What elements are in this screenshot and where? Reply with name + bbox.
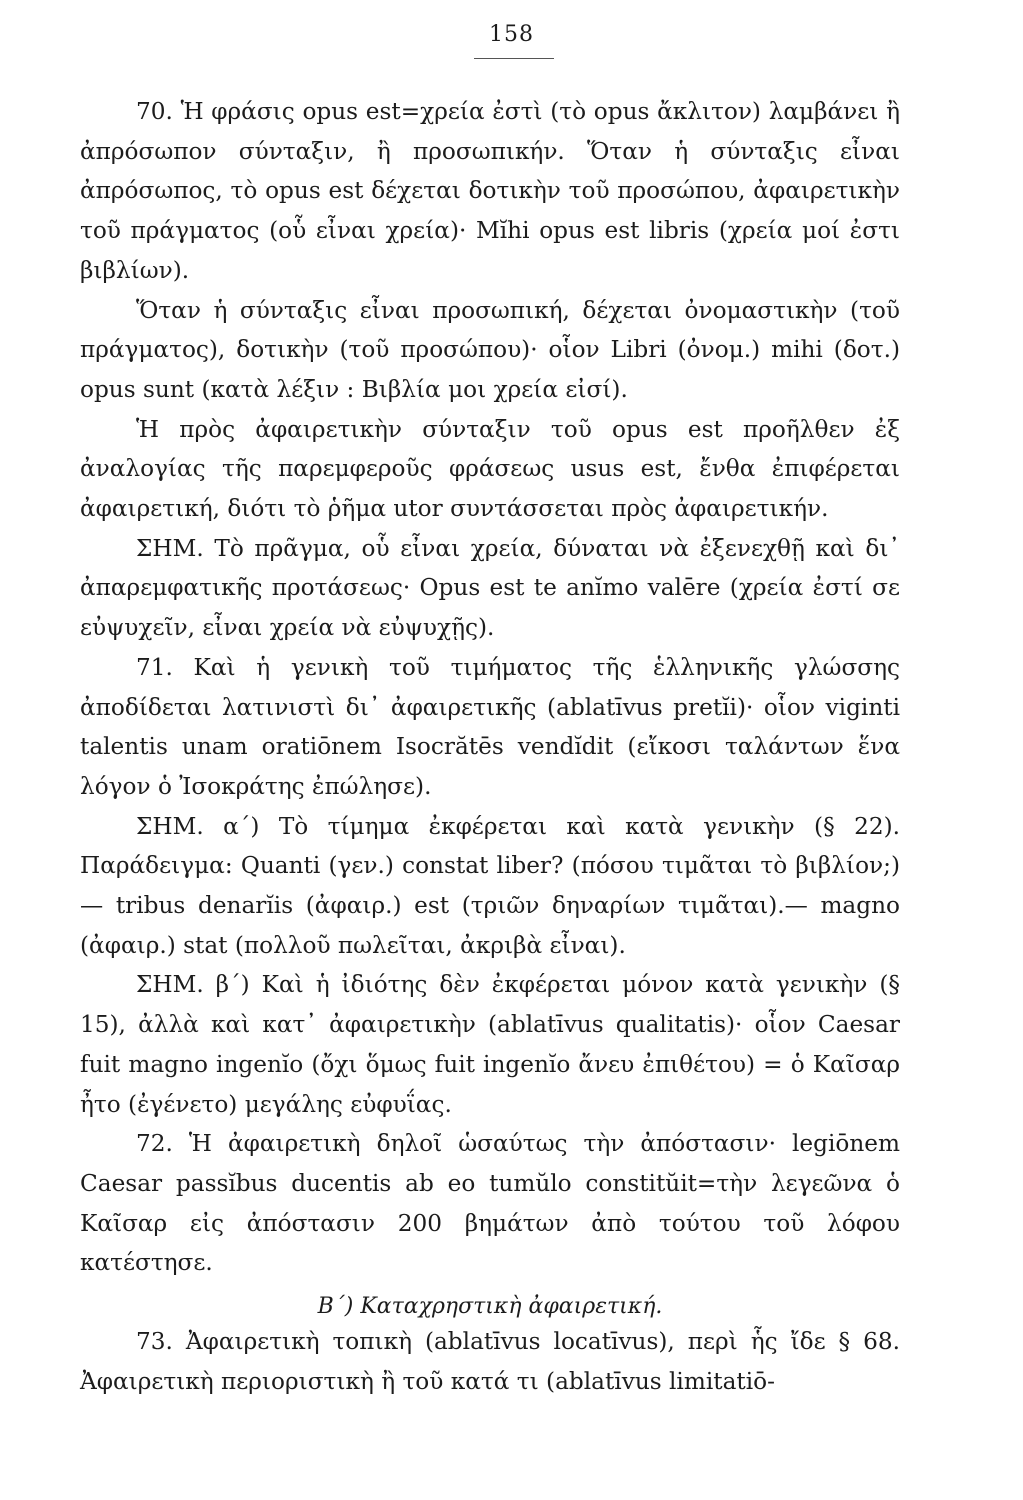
paragraph-72: 72. Ἡ ἀφαιρετικὴ δηλοῖ ὡσαύτως τὴν ἀπόστασιν· legiōnem Caesar passĭbus ducentis ab eo tumŭlo constitŭit=τὴν λεγεῶνα ὁ Καῖσαρ εἰς ἀπόστασιν 200 βημάτων ἀπὸ τούτου τοῦ λόφου κατέστησε. [80,1130,900,1277]
page-number: 158 [489,22,534,47]
paragraph-70: 70. Ἡ φράσις opus est=χρεία ἐστὶ (τὸ opus ἄκλιτον) λαμβάνει ἢ ἀπρόσωπον σύνταξιν, ἢ προσωπικήν. Ὅταν ἡ σύνταξις εἶναι ἀπρόσωπος, τὸ opus est δέχεται δοτικὴν τοῦ προσώπου, ἀφαιρετικὴν τοῦ πράγματος (οὗ εἶναι χρεία)· Mĭhi opus est libris (χρεία μοί ἐστι βιβλίων). [80,98,900,284]
paragraph-73: 73. Ἀφαιρετικὴ τοπικὴ (ablatīvus locatīvus), περὶ ἧς ἴδε § 68. Ἀφαιρετικὴ περιοριστικὴ ἢ τοῦ κατά τι (ablatīvus limitatiō- [80,1328,900,1395]
main-text [80,92,900,1327]
note-71-a: ΣΗΜ. α΄) Τὸ τίμημα ἐκφέρεται καὶ κατὰ γενικὴν (§ 22). Παράδειγμα: Quanti (γεν.) constat liber? (πόσου τιμᾶται τὸ βιβλίον;)— tribus denarĭis (ἀφαιρ.) est (τριῶν δηναρίων τιμᾶται).— magno (ἀφαιρ.) stat (πολλοῦ πωλεῖται, ἀκριβὰ εἶναι). [80,812,900,959]
section-heading: Β΄) Καταχρηστικὴ ἀφαιρετική. [317,1294,663,1320]
paragraph-71: 71. Καὶ ἡ γενικὴ τοῦ τιμήματος τῆς ἑλληνικῆς γλώσσης ἀποδίδεται λατινιστὶ δι᾽ ἀφαιρετικῆς (ablatīvus pretĭi)· οἷον viginti talentis unam oratiōnem Isocrătēs vendĭdit (εἴκοσι ταλάντων ἕνα λόγον ὁ Ἰσοκράτης ἐπώλησε). [80,653,900,800]
paragraph-70-personal: Ὅταν ἡ σύνταξις εἶναι προσωπική, δέχεται ὀνομαστικὴν (τοῦ πράγματος), δοτικὴν (τοῦ προσώπου)· οἷον Libri (ὀνομ.) mihi (δοτ.) opus sunt (κατὰ λέξιν : Βιβλία μοι χρεία εἰσί). [80,296,900,403]
header-rule [474,58,554,59]
note-70: ΣΗΜ. Τὸ πρᾶγμα, οὗ εἶναι χρεία, δύναται νὰ ἐξενεχθῇ καὶ δι᾽ ἀπαρεμφατικῆς προτάσεως· Opus est te anĭmo valēre (χρεία ἐστί σε εὐψυχεῖν, εἶναι χρεία νὰ εὐψυχῇς). [80,534,900,642]
paragraph-70-origin: Ἡ πρὸς ἀφαιρετικὴν σύνταξιν τοῦ opus est προῆλθεν ἐξ ἀναλογίας τῆς παρεμφεροῦς φράσεως usus est, ἔνθα ἐπιφέρεται ἀφαιρετική, διότι τὸ ῥῆμα utor συντάσσεται πρὸς ἀφαιρετικήν. [80,415,900,523]
note-71-b: ΣΗΜ. β΄) Καὶ ἡ ἰδιότης δὲν ἐκφέρεται μόνον κατὰ γενικὴν (§ 15), ἀλλὰ καὶ κατ᾽ ἀφαιρετικὴν (ablatīvus qualitatis)· οἷον Caesar fuit magno ingenĭo (ὄχι ὅμως fuit ingenĭo ἄνευ ἐπιθέτου) = ὁ Καῖσαρ ἦτο (ἐγένετο) μεγάλης εὐφυΐας. [80,971,900,1118]
section-text [80,1322,900,1401]
